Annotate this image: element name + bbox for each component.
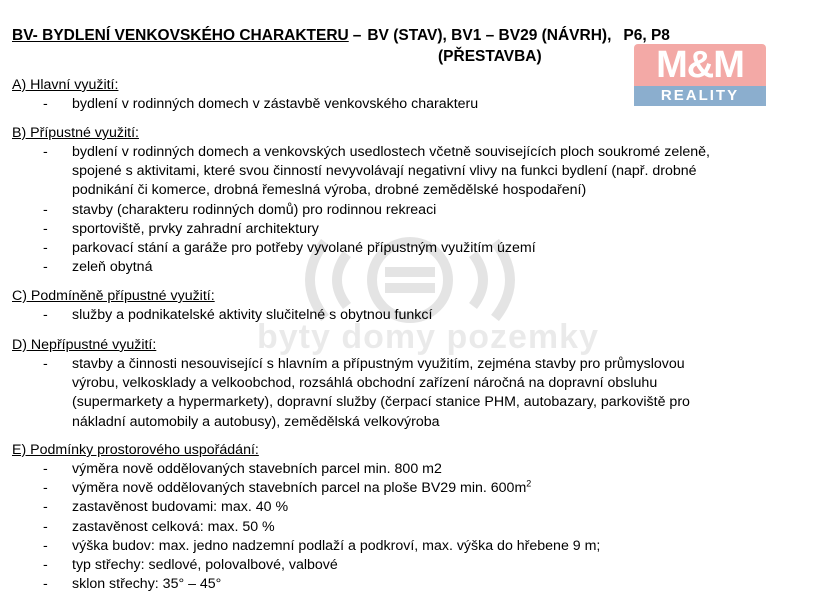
section-a-main-use — [12, 76, 827, 114]
item-text: bydlení v rodinných domech a venkovských usedlostech včetně souvisejících ploch soukromé zeleně, — [72, 144, 710, 160]
item-text: výměra nově oddělovaných stavebních parcel na ploše BV29 min. 600m — [72, 480, 527, 497]
title-second-line: (PŘESTAVBA) — [438, 48, 542, 65]
item-text: stavby a činnosti nesouvisející s hlavním a přípustným využitím, zejména stavby pro průmyslovou — [72, 356, 685, 372]
document-title — [12, 26, 812, 45]
section-e-spatial-conditions — [12, 441, 827, 594]
list-bullet: - — [43, 461, 48, 477]
list-bullet: - — [43, 220, 48, 237]
item-text: spojené s aktivitami, které svou činností nevyvolávají negativní vlivy na funkci bydlení (např. drobné — [72, 163, 697, 180]
list-item — [12, 498, 827, 517]
item-text: (supermarkety a hypermarkety), dopravní služby (čerpací stanice PHM, autobazary, parkoviště pro — [72, 394, 690, 411]
section-heading: C) Podmíněně přípustné využití: — [12, 288, 215, 304]
list-item — [12, 518, 827, 537]
section-heading: D) Nepřípustné využití: — [12, 337, 157, 353]
list-bullet: - — [43, 480, 48, 497]
watermark-text: byty domy pozemky — [257, 318, 599, 356]
item-text: bydlení v rodinných domech v zástavbě venkovského charakteru — [72, 96, 479, 112]
list-bullet: - — [43, 144, 48, 160]
item-text: výrobu, velkosklady a velkoobchod, rozsáhlá obchodní zařízení náročná na dopravní obsluhu — [72, 375, 658, 392]
list-item — [12, 479, 827, 498]
list-bullet: - — [43, 240, 48, 257]
section-b-permitted-use — [12, 124, 827, 277]
superscript-two: 2 — [526, 478, 532, 489]
title-dash: – — [352, 27, 362, 44]
list-item — [12, 220, 827, 239]
list-bullet: - — [43, 201, 48, 218]
section-heading: A) Hlavní využití: — [12, 77, 119, 93]
list-bullet: - — [43, 259, 48, 276]
list-bullet: - — [43, 518, 48, 535]
section-heading: E) Podmínky prostorového uspořádání: — [12, 442, 259, 458]
list-bullet: - — [43, 307, 48, 323]
list-item — [12, 460, 827, 479]
list-item — [12, 239, 827, 258]
item-text: podnikání či komerce, drobná řemeslná výroba, drobné zemědělské hospodaření) — [72, 182, 587, 199]
item-text: typ střechy: sedlové, polovalbové, valbové — [72, 557, 338, 574]
section-heading: B) Přípustné využití: — [12, 125, 139, 141]
list-bullet: - — [43, 96, 48, 112]
list-item — [12, 556, 827, 575]
list-bullet: - — [43, 576, 48, 593]
section-d-prohibited-use — [12, 336, 827, 432]
list-item — [12, 575, 827, 594]
list-item — [12, 258, 827, 277]
list-item — [12, 537, 827, 556]
item-text: sklon střechy: 35° – 45° — [72, 576, 222, 593]
item-text: zastavěnost celková: max. 50 % — [72, 518, 275, 535]
item-text: zastavěnost budovami: max. 40 % — [72, 499, 289, 516]
list-bullet: - — [43, 499, 48, 516]
item-text: výměra nově oddělovaných stavebních parcel min. 800 m2 — [72, 461, 442, 477]
item-text: nákladní automobily a autobusy), zemědělská velkovýroba — [72, 413, 440, 430]
logo-mm-text: M&M — [634, 44, 766, 86]
list-bullet: - — [43, 356, 48, 372]
item-text: výška budov: max. jedno nadzemní podlaží a podkroví, max. výška do hřebene 9 m; — [72, 537, 601, 554]
item-text: zeleň obytná — [72, 259, 153, 276]
list-item — [12, 143, 827, 201]
logo-reality-text: REALITY — [634, 86, 766, 106]
list-item — [12, 95, 827, 114]
list-item — [12, 355, 827, 432]
item-text: služby a podnikatelské aktivity slučitelné s obytnou funkcí — [72, 307, 433, 323]
section-c-conditional-use — [12, 287, 827, 325]
list-bullet: - — [43, 537, 48, 554]
list-item — [12, 201, 827, 220]
title-codes: BV (STAV), BV1 – BV29 (NÁVRH), — [367, 27, 612, 44]
list-item — [12, 306, 827, 325]
title-main: BV- BYDLENÍ VENKOVSKÉHO CHARAKTERU — [12, 27, 349, 44]
item-text: parkovací stání a garáže pro potřeby vyvolané přípustným využitím území — [72, 240, 536, 257]
item-text: stavby (charakteru rodinných domů) pro rodinnou rekreaci — [72, 201, 437, 218]
item-text: sportoviště, prvky zahradní architektury — [72, 220, 319, 237]
list-bullet: - — [43, 557, 48, 574]
title-p-codes: P6, P8 — [623, 27, 670, 44]
